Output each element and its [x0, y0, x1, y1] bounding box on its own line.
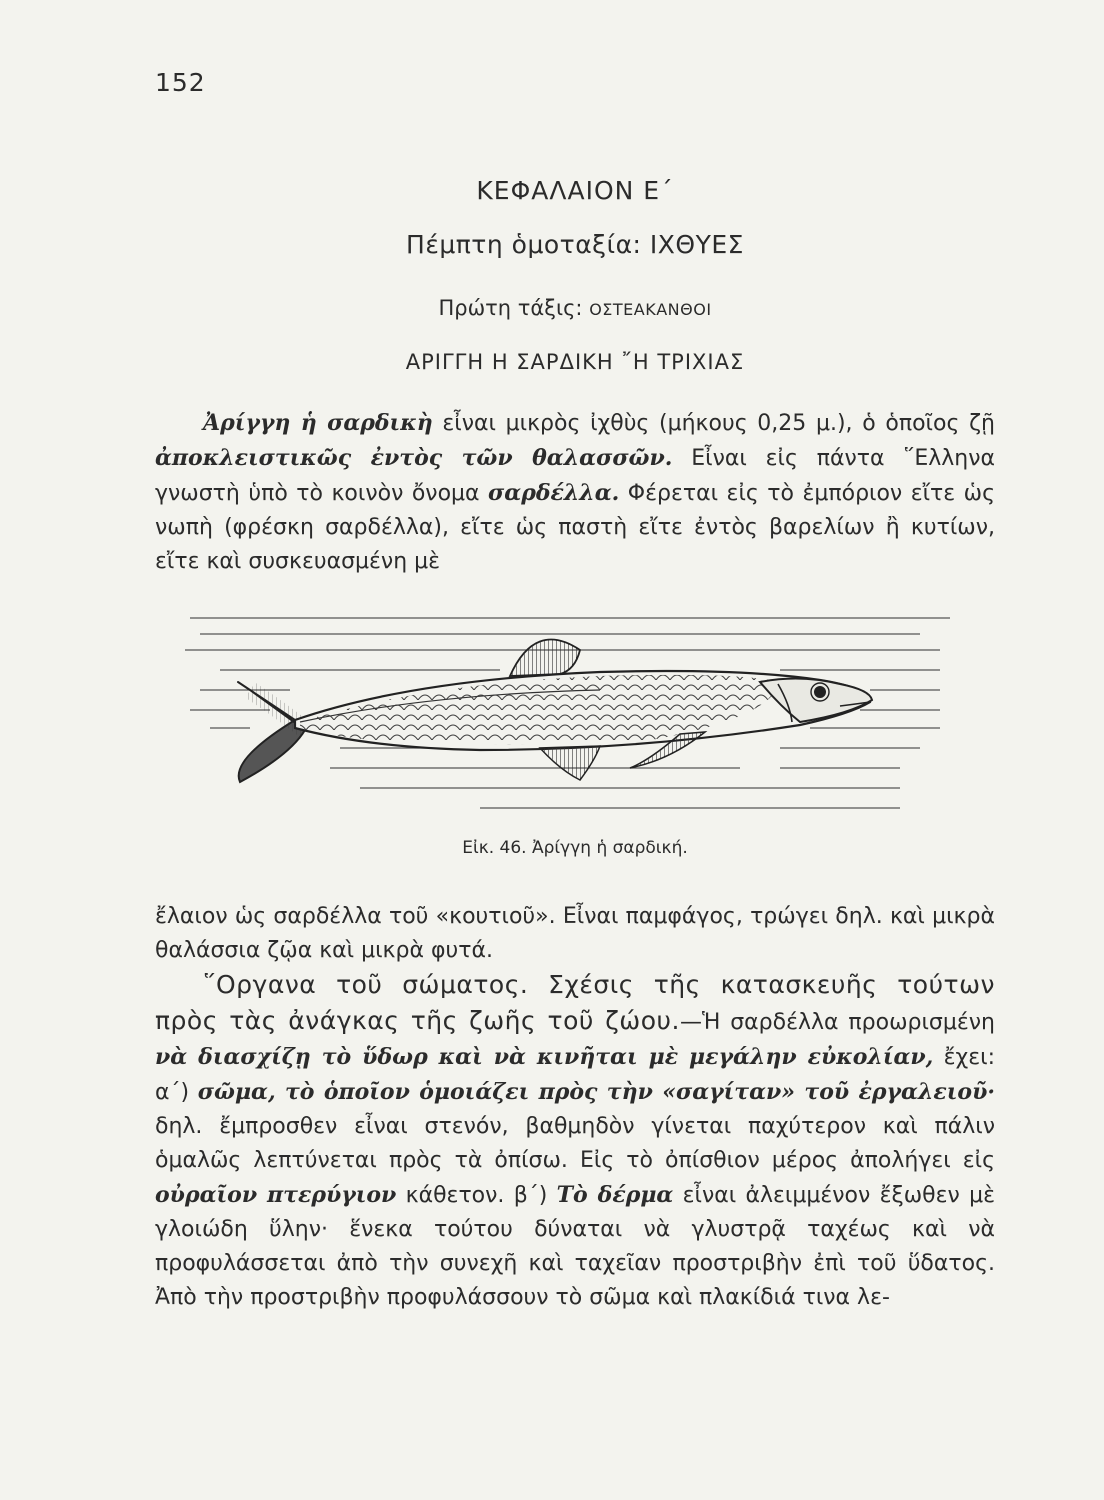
- species-heading: ΑΡΙΓΓΗ Η ΣΑΡΔΙΚΗ ῎Η ΤΡΙΧΙΑΣ: [405, 350, 745, 374]
- figure-caption: Εἰκ. 46. Ἀρίγγη ἡ σαρδική.: [462, 838, 688, 858]
- organs-section-heading: ῞Οργανα τοῦ σώματος. Σχέσις τῆς κατασκευῆς τούτων πρὸς τὰς ἀνάγκας τῆς ζωῆς τοῦ ζώου.: [155, 970, 995, 1035]
- order-name: ΟΣΤΕΑΚΑΝΘΟΙ: [589, 300, 712, 319]
- habitat-emphasis: ἀποκλειστικῶς ἐντὸς τῶν θαλασσῶν.: [155, 445, 673, 471]
- intro-text-3: Φέρεται εἰς τὸ ἐμπόριον εἴτε ὡς νωπὴ (φρέσκη σαρδέλλα), εἴτε ὡς παστὴ εἴτε ἐντὸς βαρελίων ἢ κυτίων, εἴτε καὶ συσκευασμένη μὲ: [155, 481, 995, 574]
- order-heading: [150, 296, 1000, 320]
- fish-body-drawing: [238, 640, 872, 782]
- organs-text-2: δηλ. ἔμπροσθεν εἶναι στενόν, βαθμηδὸν γίνεται παχύτερον καὶ πάλιν ὁμαλῶς λεπτύνεται πρὸς τὰ ὀπίσω. Εἰς τὸ ὀπίσθιον μέρος ἀπολήγει εἰς: [155, 1114, 995, 1173]
- organs-paragraph: [155, 968, 995, 1315]
- body-shape-emphasis: σῶμα, τὸ ὁποῖον ὁμοιάζει πρὸς τὴν «σαγίταν» τοῦ ἐργαλειοῦ·: [197, 1079, 995, 1105]
- continuation-text: ἔλαιον ὡς σαρδέλλα τοῦ «κουτιοῦ». Εἶναι παμφάγος, τρώγει δηλ. καὶ μικρὰ θαλάσσια ζῷα καὶ μικρὰ φυτά.: [155, 904, 995, 963]
- intro-text-2: Εἶναι εἰς πάντα ῞Ελληνα γνωστὴ ὑπὸ τὸ κοινὸν ὄνομα: [155, 446, 996, 506]
- chapter-heading: ΚΕΦΑΛΑΙΟΝ Ε΄: [476, 176, 674, 205]
- class-heading: Πέμπτη ὁμοταξία: ΙΧΘΥΕΣ: [406, 230, 744, 259]
- intro-paragraph: [155, 406, 995, 579]
- sardine-illustration: [180, 610, 960, 835]
- common-name-emphasis: σαρδέλλα.: [488, 480, 620, 506]
- order-label: Πρώτη τάξις:: [438, 296, 583, 320]
- organs-text-1: ἔχει: α΄): [155, 1045, 995, 1105]
- continuation-paragraph: [155, 900, 995, 968]
- organs-text-3: κάθετον. β΄): [396, 1183, 557, 1208]
- page-number: 152: [155, 68, 206, 97]
- species-name-emphasis: Ἀρίγγη ἡ σαρδικὴ: [203, 410, 433, 436]
- movement-emphasis: νὰ διασχίζῃ τὸ ὕδωρ καὶ νὰ κινῆται μὲ μεγάλην εὐκολίαν,: [155, 1044, 934, 1070]
- organs-text-4: εἶναι ἀλειμμένον ἔξωθεν μὲ γλοιώδη ὕλην· ἕνεκα τούτου δύναται νὰ γλυστρᾷ ταχέως καὶ νὰ προφυλάσσεται ἀπὸ τὴν συνεχῆ καὶ ταχεῖαν προστριβὴν ἐπὶ τοῦ ὕδατος. Ἀπὸ τὴν προστριβὴν προφυλάσσουν τὸ σῶμα καὶ πλακίδιά τινα λε-: [155, 1183, 995, 1310]
- tail-fin-emphasis: οὐραῖον πτερύγιον: [155, 1182, 397, 1208]
- organs-text-dash: —Ἡ σαρδέλλα προωρισμένη: [679, 1010, 995, 1035]
- intro-text-1: εἶναι μικρὸς ἰχθὺς (μήκους 0,25 μ.), ὁ ὁποῖος ζῇ: [432, 411, 995, 436]
- skin-emphasis: Τὸ δέρμα: [556, 1182, 674, 1208]
